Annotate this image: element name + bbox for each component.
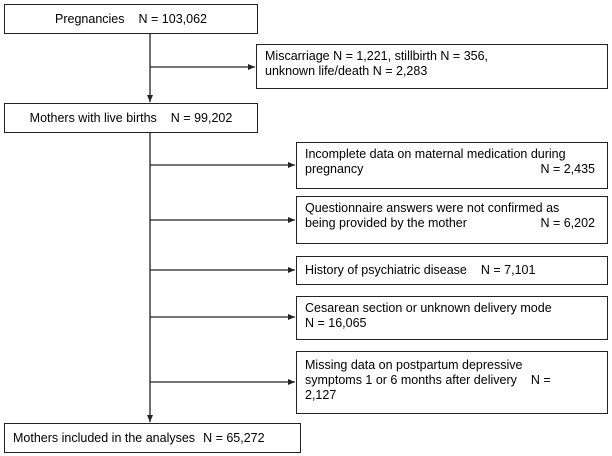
exclusion-box-delivery-mode — [296, 296, 608, 340]
exclusion-count: N = 16,065 — [305, 316, 367, 330]
exclusion-count: N = 7,101 — [480, 263, 536, 277]
included-box — [4, 423, 301, 453]
exclusion-count: N = — [530, 373, 551, 387]
exclusion-box-psychiatric — [296, 256, 608, 285]
exclusion-text: symptoms 1 or 6 months after delivery — [305, 373, 517, 387]
exclusion-text: Questionnaire answers were not confirmed as — [305, 201, 560, 215]
exclusion-text: Miscarriage N = 1,221, stillbirth N = 356, — [265, 49, 489, 63]
box-count: N = 65,272 — [203, 431, 265, 445]
exclusion-text: pregnancy — [305, 162, 364, 176]
exclusion-box-missing-depression-data — [296, 351, 608, 414]
exclusion-text: being provided by the mother — [305, 216, 467, 230]
box-count: N = 103,062 — [138, 11, 207, 26]
exclusion-text: Missing data on postpartum depressive — [305, 358, 523, 372]
exclusion-text: History of psychiatric disease — [305, 263, 467, 277]
box-count: N = 99,202 — [170, 110, 233, 125]
exclusion-box-medication — [296, 142, 608, 189]
exclusion-box-miscarriage — [256, 44, 608, 89]
exclusion-text: unknown life/death N = 2,283 — [265, 64, 428, 78]
box-label: Mothers included in the analyses — [13, 431, 196, 445]
exclusion-text: Incomplete data on maternal medication during — [305, 147, 566, 161]
pregnancies-box — [4, 4, 258, 34]
exclusion-count: 2,127 — [305, 388, 337, 402]
live-births-box — [4, 103, 258, 133]
exclusion-count: N = 6,202 — [540, 216, 595, 230]
box-label: Pregnancies — [55, 11, 125, 26]
exclusion-box-questionnaire — [296, 196, 608, 244]
exclusion-text: Cesarean section or unknown delivery mode — [305, 301, 552, 315]
box-label: Mothers with live births — [29, 110, 157, 125]
exclusion-count: N = 2,435 — [540, 162, 595, 176]
